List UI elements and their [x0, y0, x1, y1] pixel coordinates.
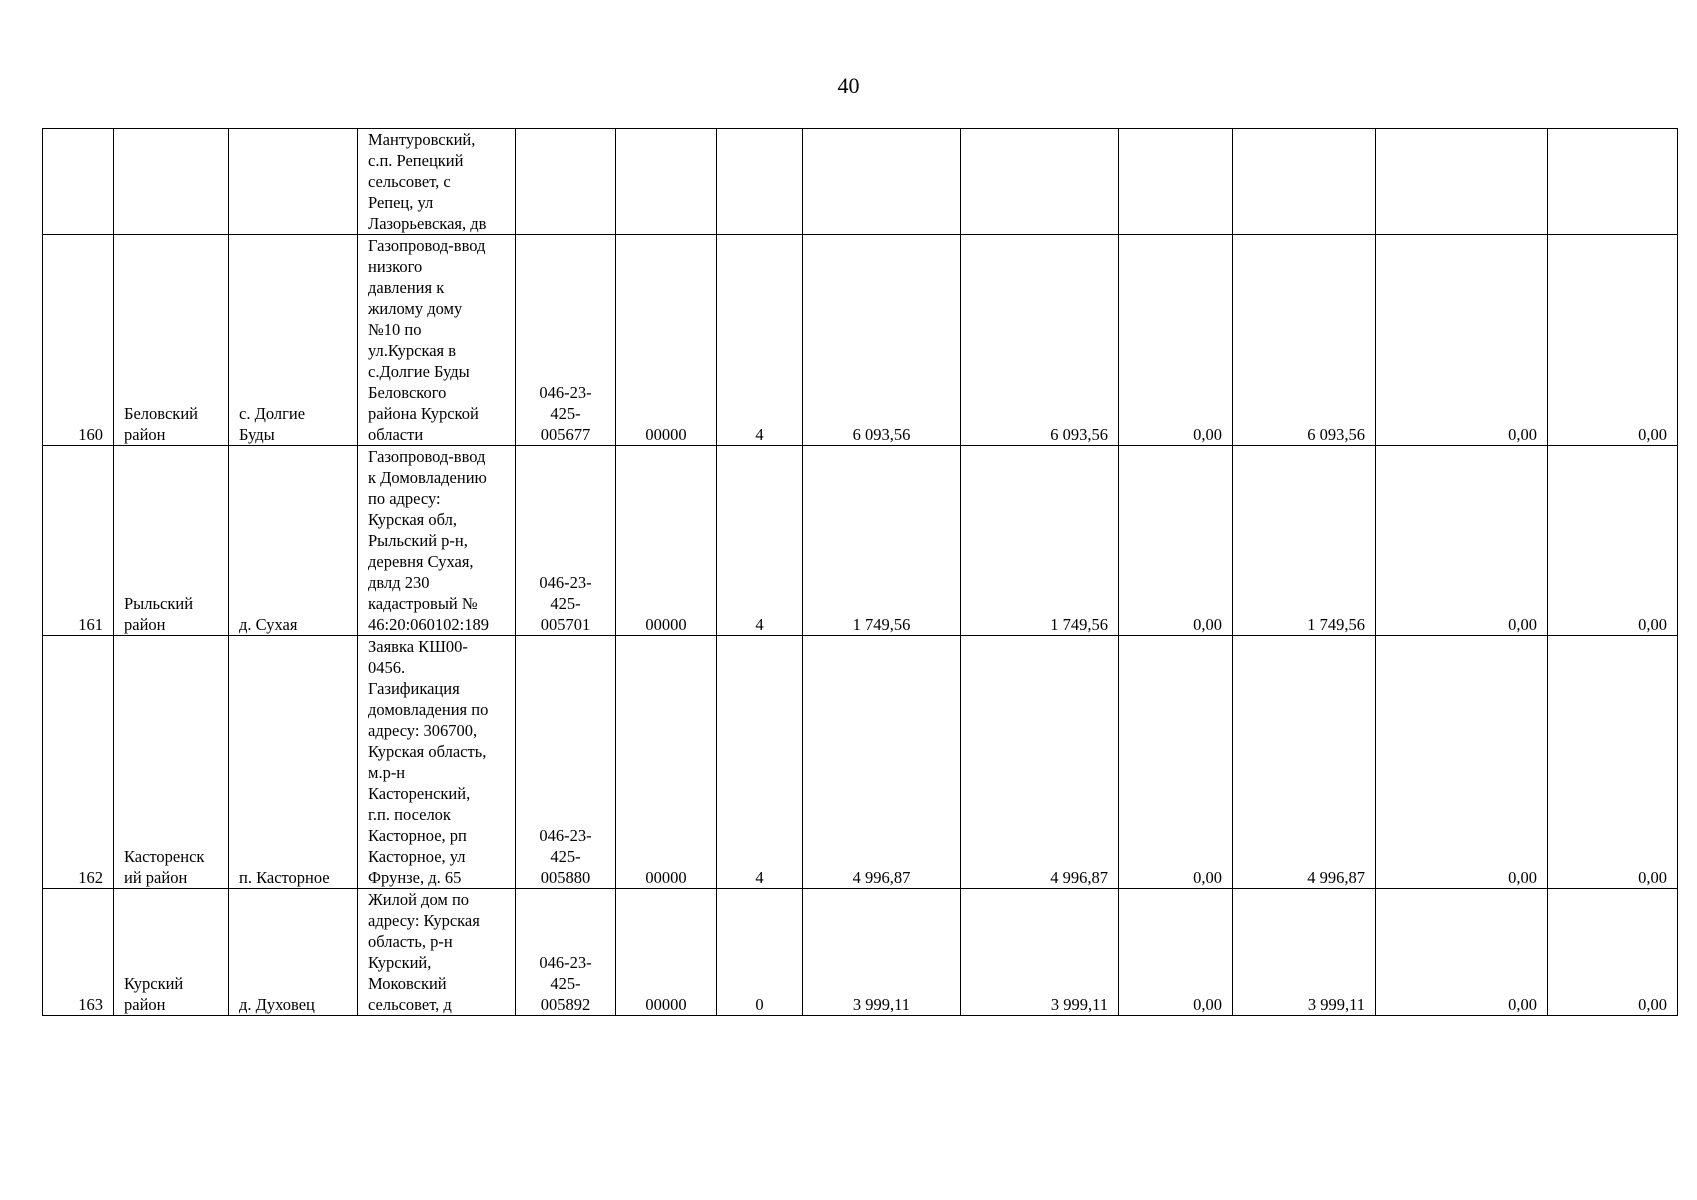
cell-okved: 00000 — [616, 889, 717, 1016]
cell-code: 046-23- 425- 005892 — [516, 889, 616, 1016]
cell-amount-2: 0,00 — [1119, 235, 1233, 446]
cell-amount-4: 0,00 — [1376, 235, 1548, 446]
cell-amount-2: 0,00 — [1119, 889, 1233, 1016]
cell-total: 1 749,56 — [803, 446, 961, 636]
cell-okved: 00000 — [616, 235, 717, 446]
cell-okved: 00000 — [616, 636, 717, 889]
cell-amount-4: 0,00 — [1376, 889, 1548, 1016]
cell-amount-4: 0,00 — [1376, 636, 1548, 889]
cell-district: Беловский район — [114, 235, 229, 446]
cell-index: 160 — [43, 235, 114, 446]
cell-amount-2 — [1119, 129, 1233, 235]
cell-index: 163 — [43, 889, 114, 1016]
cell-district: Рыльский район — [114, 446, 229, 636]
cell-code: 046-23- 425- 005880 — [516, 636, 616, 889]
cell-count: 0 — [717, 889, 803, 1016]
cell-amount-1: 4 996,87 — [961, 636, 1119, 889]
cell-total: 4 996,87 — [803, 636, 961, 889]
cell-amount-3: 6 093,56 — [1233, 235, 1376, 446]
cell-amount-3: 1 749,56 — [1233, 446, 1376, 636]
cell-amount-2: 0,00 — [1119, 446, 1233, 636]
table-row — [43, 235, 1678, 446]
cell-locality: д. Сухая — [229, 446, 358, 636]
cell-district: Курский район — [114, 889, 229, 1016]
data-table — [42, 128, 1678, 1016]
cell-amount-5: 0,00 — [1548, 636, 1678, 889]
table-row — [43, 636, 1678, 889]
cell-count: 4 — [717, 235, 803, 446]
cell-count: 4 — [717, 446, 803, 636]
cell-amount-5: 0,00 — [1548, 446, 1678, 636]
cell-locality: д. Духовец — [229, 889, 358, 1016]
page-number: 40 — [837, 73, 860, 98]
cell-index — [43, 129, 114, 235]
cell-amount-3 — [1233, 129, 1376, 235]
cell-object: Газопровод-ввод низкого давления к жилому дому №10 по ул.Курская в с.Долгие Буды Беловского района Курской области — [358, 235, 516, 446]
cell-locality: п. Касторное — [229, 636, 358, 889]
cell-total — [803, 129, 961, 235]
cell-amount-2: 0,00 — [1119, 636, 1233, 889]
cell-amount-1: 1 749,56 — [961, 446, 1119, 636]
cell-amount-4 — [1376, 129, 1548, 235]
cell-object: Мантуровский, с.п. Репецкий сельсовет, с Репец, ул Лазорьевская, дв — [358, 129, 516, 235]
cell-amount-1: 6 093,56 — [961, 235, 1119, 446]
cell-object: Жилой дом по адресу: Курская область, р-н Курский, Моковский сельсовет, д — [358, 889, 516, 1016]
cell-count — [717, 129, 803, 235]
cell-total: 3 999,11 — [803, 889, 961, 1016]
cell-amount-3: 3 999,11 — [1233, 889, 1376, 1016]
cell-amount-3: 4 996,87 — [1233, 636, 1376, 889]
table-row — [43, 446, 1678, 636]
cell-okved: 00000 — [616, 446, 717, 636]
cell-code — [516, 129, 616, 235]
cell-count: 4 — [717, 636, 803, 889]
cell-amount-5: 0,00 — [1548, 889, 1678, 1016]
cell-amount-5 — [1548, 129, 1678, 235]
cell-object: Заявка КШ00- 0456. Газификация домовладения по адресу: 306700, Курская область, м.р-н Касторенский, г.п. поселок Касторное, рп Касторное, ул Фрунзе, д. 65 — [358, 636, 516, 889]
cell-index: 161 — [43, 446, 114, 636]
cell-amount-5: 0,00 — [1548, 235, 1678, 446]
cell-okved — [616, 129, 717, 235]
cell-code: 046-23- 425- 005677 — [516, 235, 616, 446]
cell-locality — [229, 129, 358, 235]
cell-object: Газопровод-ввод к Домовладению по адресу: Курская обл, Рыльский р-н, деревня Сухая, двлд 230 кадастровый № 46:20:060102:189 — [358, 446, 516, 636]
cell-amount-1 — [961, 129, 1119, 235]
table-row — [43, 889, 1678, 1016]
cell-district — [114, 129, 229, 235]
cell-index: 162 — [43, 636, 114, 889]
cell-district: Касторенск ий район — [114, 636, 229, 889]
cell-locality: с. Долгие Буды — [229, 235, 358, 446]
cell-amount-1: 3 999,11 — [961, 889, 1119, 1016]
cell-total: 6 093,56 — [803, 235, 961, 446]
cell-code: 046-23- 425- 005701 — [516, 446, 616, 636]
cell-amount-4: 0,00 — [1376, 446, 1548, 636]
table-row — [43, 129, 1678, 235]
